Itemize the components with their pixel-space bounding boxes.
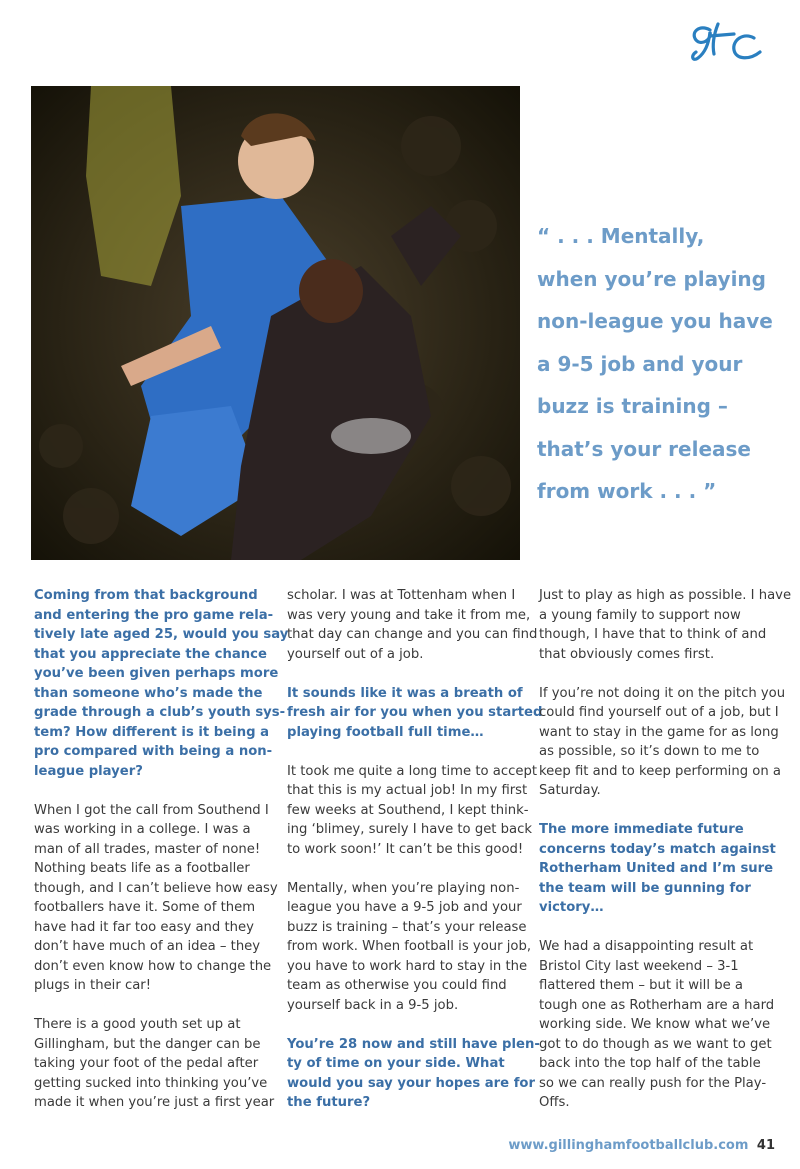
interview-question [287,1035,540,1113]
text-line: fresh air for you when you started [287,705,543,720]
text-line: to work soon!’ It can’t be this good! [287,841,524,857]
text-line: Saturday. [539,783,601,798]
text-line: ing ‘blimey, surely I have to get back [287,822,533,837]
text-line: working side. We know what we’ve [539,1017,771,1032]
text-line: Nothing beats life as a footballer [34,861,250,876]
article-column-3 [539,586,792,1132]
text-line: It sounds like it was a breath of [287,685,523,701]
text-line: that day can change and you can find [287,627,538,642]
text-line: have had it far too easy and they [34,919,254,935]
text-line: keep fit and to keep performing on a [539,763,781,779]
text-line: ty of time on your side. What [287,1056,505,1071]
text-line: that obviously comes first. [539,646,715,662]
text-line: though, I have that to think of and [539,627,767,642]
text-line: though, and I can’t believe how easy [34,880,278,896]
interview-answer [539,586,792,664]
text-line: Coming from that background [34,588,258,603]
text-line: and entering the pro game rela- [34,607,274,623]
pull-quote [537,215,782,513]
page-footer [508,1138,775,1153]
text-line: grade through a club’s youth sys- [34,705,286,720]
text-line: If you’re not doing it on the pitch you [539,685,786,701]
article-column-2 [287,586,543,1132]
text-line: tem? How different is it being a [34,724,270,740]
text-line: We had a disappointing result at [539,939,754,954]
text-line: Just to play as high as possible. I have [539,588,792,603]
text-line: made it when you’re just a first year [34,1095,275,1110]
text-line: getting sucked into thinking you’ve [34,1075,268,1091]
interview-question [34,586,289,781]
text-line: back into the top half of the table [539,1056,761,1071]
pull-quote-line: when you’re playing [537,266,766,291]
text-line: scholar. I was at Tottenham when I [287,588,516,603]
text-line: buzz is training – that’s your release [287,919,527,935]
text-line: Rotherham United and I’m sure [539,861,774,876]
interview-question [539,820,775,918]
text-line: than someone who’s made the [34,685,263,701]
text-line: Offs. [539,1095,570,1110]
text-line: footballers have it. Some of them [34,900,256,915]
text-line: would you say your hopes are for [287,1075,535,1091]
interview-answer [287,762,537,860]
text-line: yourself out of a job. [287,646,424,662]
text-line: playing football full time… [287,724,484,740]
pull-quote-line: non-league you have [537,309,773,333]
interview-answer [539,684,786,801]
text-line: When I got the call from Southend I [34,802,269,818]
text-line: league you have a 9-5 job and your [287,900,522,915]
website-link[interactable]: www.gillinghamfootballclub.com [508,1138,749,1153]
club-logo [688,18,768,68]
text-line: The more immediate future [539,822,744,837]
text-line: was very young and take it from me, [287,607,531,623]
text-line: concerns today’s match against [539,841,776,857]
text-line: Bristol City last weekend – 3-1 [539,958,739,974]
text-line: don’t even know how to change the [34,958,272,974]
text-line: There is a good youth set up at [34,1017,241,1032]
text-line: Gillingham, but the danger can be [34,1036,261,1052]
text-line: that you appreciate the chance [34,646,267,662]
text-line: a young family to support now [539,607,741,623]
text-line: You’re 28 now and still have plen- [287,1036,540,1052]
pull-quote-line: buzz is training – [537,394,728,418]
interview-answer [539,937,775,1113]
interview-question [287,684,543,743]
article-column-1 [34,586,289,1132]
text-line: yourself back in a 9-5 job. [287,997,459,1013]
text-line: It took me quite a long time to accept [287,763,537,779]
text-line: was working in a college. I was a [34,822,251,837]
text-line: so we can really push for the Play- [539,1075,767,1091]
text-line: could find yourself out of a job, but I [539,705,779,720]
interview-answer [287,879,532,1016]
text-line: tively late aged 25, would you say [34,627,289,642]
text-line: few weeks at Southend, I kept think- [287,802,529,818]
text-line: plugs in their car! [34,978,152,993]
text-line: you have to work hard to stay in the [287,958,528,974]
pull-quote-line: a 9-5 job and your [537,351,743,376]
text-line: league player? [34,763,143,779]
pull-quote-line: that’s your release [537,436,751,461]
text-line: got to do though as we want to get [539,1036,772,1052]
text-line: you’ve been given perhaps more [34,666,279,681]
match-photo [31,86,520,560]
text-line: taking your foot of the pedal after [34,1056,259,1071]
interview-answer [287,586,538,664]
text-line: that this is my actual job! In my first [287,783,528,798]
text-line: flattered them – but it will be a [539,978,743,993]
pull-quote-line: “ . . . Mentally, [537,224,705,248]
interview-answer [34,1015,275,1113]
pull-quote-line: from work . . . ” [537,479,717,503]
text-line: tough one as Rotherham are a hard [539,997,775,1013]
text-line: the future? [287,1095,371,1110]
text-line: the team will be gunning for [539,880,751,896]
text-line: team as otherwise you could find [287,978,507,993]
text-line: man of all trades, master of none! [34,841,261,857]
text-line: don’t have much of an idea – they [34,939,261,954]
text-line: pro compared with being a non- [34,744,273,759]
interview-answer [34,801,278,996]
text-line: Mentally, when you’re playing non- [287,880,520,896]
text-line: victory… [539,900,604,915]
text-line: as possible, so it’s down to me to [539,744,760,759]
text-line: want to stay in the game for as long [539,724,779,740]
text-line: from work. When football is your job, [287,939,532,954]
page-number: 41 [756,1138,775,1153]
